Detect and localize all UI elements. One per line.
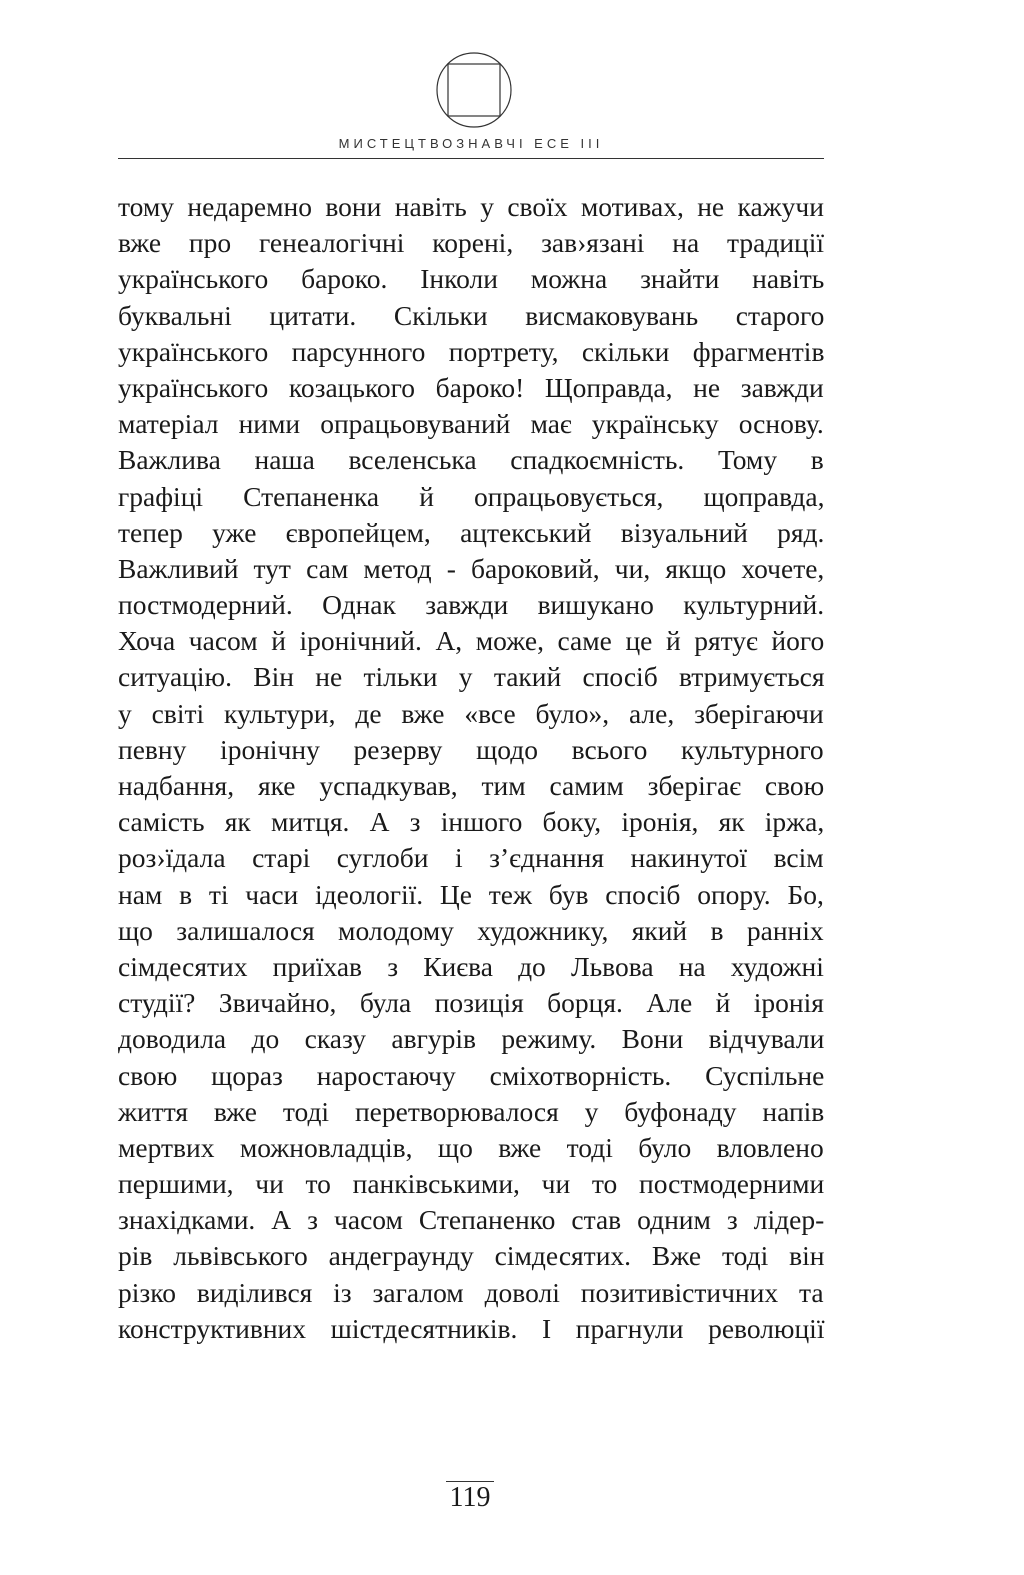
text-line: Важлива наша вселенська спадкоємність. Тому в [118, 444, 824, 476]
running-title: МИСТЕЦТВОЗНАВЧІ ЕСЕ III [338, 136, 604, 151]
text-line: графіці Степаненка й опрацьовується, щоправда, [118, 480, 825, 512]
body-text [118, 189, 824, 1347]
text-line: доводила до сказу авгурів режиму. Вони відчували [118, 1023, 825, 1055]
text-line: сімдесятих приїхав з Києва до Львова на художні [118, 950, 824, 982]
text-line: що залишалося молодому художнику, який в ранніх [118, 914, 824, 946]
text-line: життя вже тоді перетворювалося у буфонаду напів [118, 1095, 825, 1127]
text-line: нам в ті часи ідеології. Це теж був спосіб опору. Бо, [118, 878, 824, 910]
text-line: мертвих можновладців, що вже тоді було вловлено [118, 1131, 824, 1163]
text-line: студії? Звичайно, була позиція борця. Але й іронія [118, 987, 824, 1019]
header-rule [118, 158, 824, 159]
text-line: надбання, яке успадкував, тим самим зберігає свою [118, 770, 825, 801]
text-line: рів львівського андеграунду сімдесятих. Вже тоді він [118, 1240, 825, 1272]
text-line: матеріал ними опрацьовуваний має українську основу. [118, 408, 824, 440]
text-line: постмодерний. Однак завжди вишукано культурний. [118, 589, 825, 621]
text-line: українського парсунного портрету, скільки фрагментів [118, 335, 825, 367]
text-line: першими, чи то панківськими, чи то постмодерними [118, 1168, 825, 1200]
text-line: Важливий тут сам метод - бароковий, чи, якщо хочете, [118, 552, 825, 584]
text-line: певну іронічну резерву щодо всього культурного [118, 733, 824, 765]
text-line: самість як митця. А з іншого боку, іронія, як іржа, [118, 806, 825, 838]
text-line: різко виділився із загалом доволі позитивістичних та [118, 1276, 824, 1308]
text-line: тому недаремно вони навіть у своїх мотивах, не кажучи [118, 191, 824, 222]
text-line: конструктивних шістдесятників. І прагнули революції [118, 1312, 825, 1344]
text-line: буквальні цитати. Скільки висмаковувань старого [118, 299, 825, 331]
text-line: Хоча часом й іронічний. А, може, саме це й рятує його [118, 625, 825, 657]
circle-in-square-icon [434, 50, 514, 130]
text-line: тепер уже європейцем, ацтекський візуальний ряд. [118, 516, 825, 548]
text-line: ситуацію. Він не тільки у такий спосіб втримується [118, 661, 825, 693]
text-line: вже про генеалогічні корені, зав›язані на традиції [118, 227, 825, 259]
text-line: свою щораз наростаючу сміхотворність. Суспільне [118, 1059, 825, 1091]
text-line: у світі культури, де вже «все було», але, зберігаючи [118, 697, 824, 729]
text-line: українського бароко. Інколи можна знайти навіть [118, 263, 825, 295]
text-line: роз›їдала старі суглоби і з’єднання накинутої всім [118, 842, 824, 874]
page-number: 119 [449, 1482, 491, 1513]
text-line: українського козацького бароко! Щоправда, не завжди [118, 371, 824, 403]
text-line: знахідками. А з часом Степаненко став одним з лідер- [118, 1204, 825, 1236]
